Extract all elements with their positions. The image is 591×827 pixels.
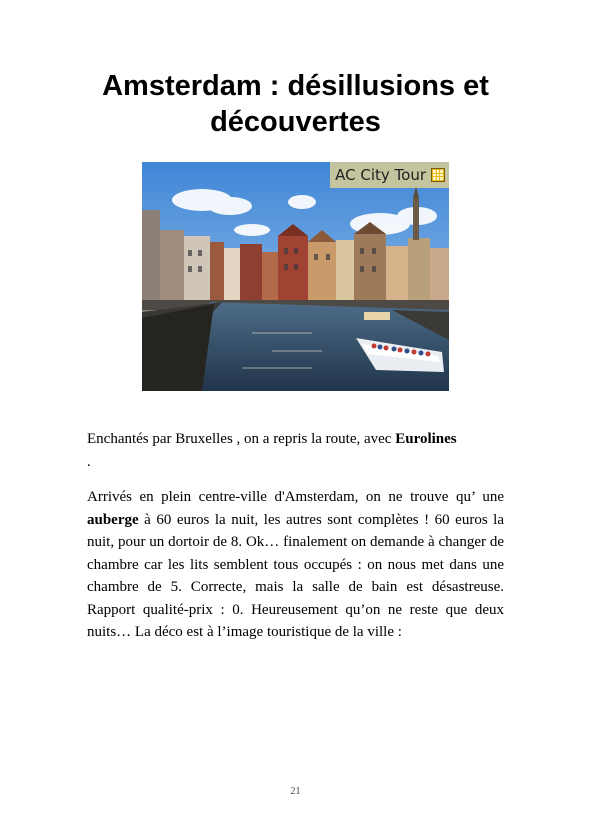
watermark-text: AC City Tour (335, 166, 426, 184)
page-number: 21 (290, 786, 301, 797)
watermark-badge (330, 162, 449, 188)
text-run: à 60 euros la nuit, les autres sont complètes ! 60 euros la nuit, pour un dortoir de 8. Ok… finalement on demande à changer de chambre car les lits semblent tous occupés : on nous met dans une chambre de 5. Correcte, mais la salle de bain est désastreuse. Rapport qualité-prix : 0. Heureusement qu’on ne reste que deux nuits… La déco est à l’image touristique de la ville : (87, 511, 504, 640)
canal-scene-illustration (142, 162, 449, 391)
text-run-bold: auberge (87, 511, 139, 528)
paragraph-hostel (87, 486, 504, 644)
amsterdam-canal-photo (142, 162, 449, 391)
grid-logo-icon (431, 168, 445, 182)
text-run: Arrivés en plein centre-ville d'Amsterdam, on ne trouve qu’ une (87, 489, 504, 505)
page-title: Amsterdam : désillusions et découvertes (102, 70, 489, 138)
text-run: Enchantés par Bruxelles , on a repris la route, avec (87, 431, 396, 447)
text-run-bold: Eurolines (395, 431, 457, 447)
paragraph-intro (87, 428, 504, 473)
text-run: . (87, 453, 91, 470)
